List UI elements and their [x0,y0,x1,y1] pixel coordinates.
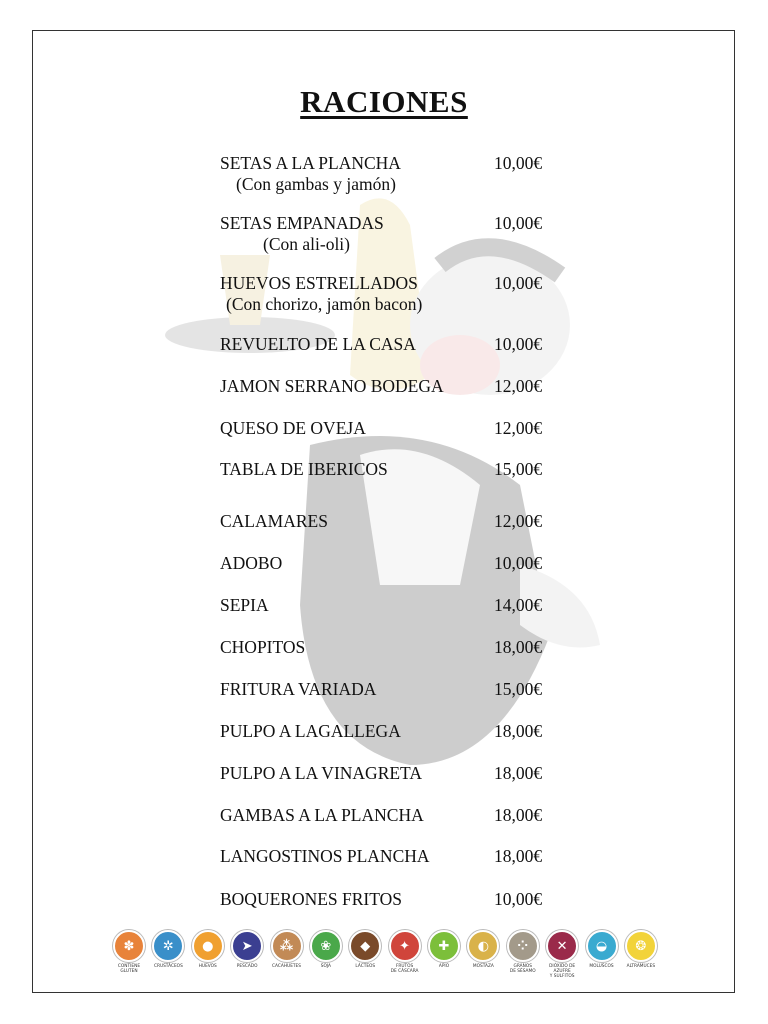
menu-item-name: ADOBO [220,553,283,573]
menu-item-price: 18,00€ [494,637,543,657]
menu-item-price: 15,00€ [494,679,543,699]
menu-item-name: REVUELTO DE LA CASA [220,334,416,354]
lupin-icon: ❂ [625,930,657,962]
menu-item-price: 14,00€ [494,595,543,615]
menu-item-price: 10,00€ [494,889,543,909]
soy-icon: ❀ [310,930,342,962]
crab-icon: ✲ [152,930,184,962]
menu-item-name: FRITURA VARIADA [220,679,377,699]
menu-item-name: CALAMARES [220,511,328,531]
allergen-item [149,930,187,980]
menu-item-price: 18,00€ [494,763,543,783]
fish-icon: ➤ [231,930,263,962]
menu-item-price: 10,00€ [494,153,543,173]
allergen-label: ALTRAMUCES [626,964,656,969]
allergen-item [307,930,345,980]
menu-item-price: 10,00€ [494,273,543,293]
menu-item-price: 10,00€ [494,334,543,354]
allergen-item [504,930,542,980]
allergen-label: SOJA [320,964,331,969]
allergen-item [464,930,502,980]
menu-item-name: GAMBAS A LA PLANCHA [220,805,424,825]
allergen-label: CONTIENE GLUTEN [117,964,141,974]
sesame-icon: ⁘ [507,930,539,962]
menu-item-name: LANGOSTINOS PLANCHA [220,846,430,866]
menu-item-name: BOQUERONES FRITOS [220,889,402,909]
menu-item-name: JAMON SERRANO BODEGA [220,376,444,396]
menu-item-price: 15,00€ [494,459,543,479]
menu-item-price: 12,00€ [494,376,543,396]
nut-icon: ✦ [389,930,421,962]
menu-item-name: PULPO A LAGALLEGA [220,721,401,741]
celery-icon: ✚ [428,930,460,962]
menu-item-price: 18,00€ [494,721,543,741]
menu-item-name: SETAS A LA PLANCHA [220,153,401,173]
shell-icon: ◒ [586,930,618,962]
allergen-label: LÁCTEOS [355,964,376,969]
allergen-label: PESCADO [236,964,258,969]
menu-item-name: TABLA DE IBERICOS [220,459,388,479]
peanut-icon: ⁂ [271,930,303,962]
menu-title: RACIONES [300,84,468,119]
menu-item-note: (Con chorizo, jamón bacon) [226,294,423,314]
menu-item-name: SEPIA [220,595,269,615]
allergen-item [189,930,227,980]
menu-item-note: (Con gambas y jamón) [236,174,396,194]
eggs-icon: ● [192,930,224,962]
allergen-item [543,930,581,980]
allergen-label: DIÓXIDO DE AZUFRE Y SULFITOS [549,964,576,979]
menu-item-name: HUEVOS ESTRELLADOS [220,273,418,293]
menu-item-price: 18,00€ [494,846,543,866]
allergen-item [386,930,424,980]
menu-item-price: 12,00€ [494,418,543,438]
menu-item-name: SETAS EMPANADAS [220,213,384,233]
menu-item-price: 18,00€ [494,805,543,825]
wheat-icon: ✽ [113,930,145,962]
allergen-label: HUEVOS [198,964,217,969]
allergen-label: FRUTOS DE CÁSCARA [390,964,419,974]
allergen-label: GRANOS DE SÉSAMO [509,964,536,974]
menu-item-name: CHOPITOS [220,637,306,657]
menu-item-name: PULPO A LA VINAGRETA [220,763,422,783]
allergen-item [622,930,660,980]
allergen-item [425,930,463,980]
allergen-item [110,930,148,980]
sulphite-icon: ✕ [546,930,578,962]
allergen-item [583,930,621,980]
menu-item-note: (Con ali-oli) [263,234,350,254]
allergen-label: CRUSTÁCEOS [153,964,183,969]
allergen-label: MOLUSCOS [589,964,614,969]
menu-item-price: 10,00€ [494,553,543,573]
allergen-label: MOSTAZA [472,964,494,969]
allergen-item [268,930,306,980]
milk-icon: ◆ [349,930,381,962]
allergen-label: APIO [438,964,450,969]
allergen-legend [110,930,660,980]
menu-item-price: 12,00€ [494,511,543,531]
allergen-item [346,930,384,980]
mustard-icon: ◐ [467,930,499,962]
allergen-item [228,930,266,980]
menu-item-name: QUESO DE OVEJA [220,418,366,438]
menu-item-price: 10,00€ [494,213,543,233]
allergen-label: CACAHUETES [272,964,301,969]
